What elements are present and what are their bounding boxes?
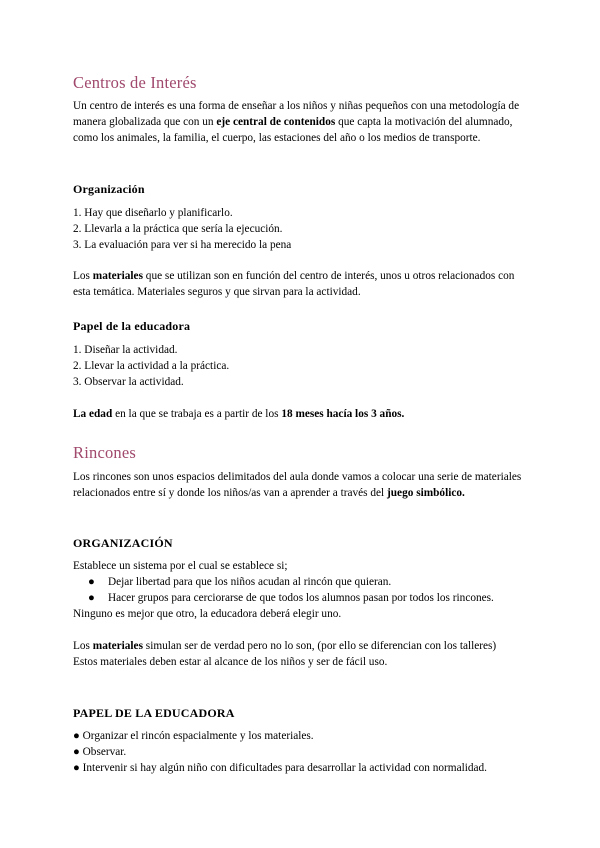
list-item: ● Hacer grupos para cerciorarse de que todos los alumnos pasan por todos los rincones.	[88, 592, 494, 604]
rincones-materiales-line1: Los materiales simulan ser de verdad pero no lo son, (por ello se diferencian con los talleres)	[73, 640, 497, 652]
bullet-icon: ●	[88, 576, 95, 588]
rincones-organizacion-heading: ORGANIZACIÓN	[73, 536, 173, 550]
centros-organizacion-heading: Organización	[73, 182, 145, 196]
list-item: 2. Llevar la actividad a la práctica.	[73, 360, 230, 372]
list-item: 3. La evaluación para ver si ha merecido la pena	[73, 239, 292, 251]
section-title-centros: Centros de Interés	[73, 73, 197, 92]
rincones-org-note: Ninguno es mejor que otro, la educadora deberá elegir uno.	[73, 608, 342, 620]
centros-intro-paragraph: Un centro de interés es una forma de enseñar a los niños y niñas pequeños con una metodología de manera globalizada que con un eje central de contenidos que capta la motivación del alumnado, como los animales, la familia, el cuerpo, las estaciones del año o los medios de transporte.	[73, 100, 520, 144]
rincones-org-lead: Establece un sistema por el cual se establece si;	[73, 560, 288, 572]
centros-materiales-paragraph: Los materiales que se utilizan son en función del centro de interés, unos u otros relacionados con esta temática. Materiales seguros y que sirvan para la actividad.	[73, 270, 515, 298]
list-item: 2. Llevarla a la práctica que sería la ejecución.	[73, 223, 283, 235]
list-item: ● Intervenir si hay algún niño con dificultades para desarrollar la actividad con normalidad.	[73, 762, 487, 774]
list-item: 3. Observar la actividad.	[73, 376, 184, 388]
centros-papel-heading: Papel de la educadora	[73, 319, 191, 333]
rincones-materiales-line2: Estos materiales deben estar al alcance de los niños y ser de fácil uso.	[73, 656, 388, 668]
section-title-rincones: Rincones	[73, 443, 137, 462]
list-item: 1. Diseñar la actividad.	[73, 344, 178, 356]
centros-edad-line: La edad en la que se trabaja es a partir de los 18 meses hacía los 3 años.	[73, 408, 405, 420]
rincones-intro-paragraph: Los rincones son unos espacios delimitados del aula donde vamos a colocar una serie de materiales relacionados entre sí y donde los niños/as van a aprender a través del juego simbólico.	[73, 471, 522, 499]
rincones-papel-heading: PAPEL DE LA EDUCADORA	[73, 706, 235, 720]
list-item: ● Observar.	[73, 746, 127, 758]
list-item: ● Organizar el rincón espacialmente y los materiales.	[73, 730, 314, 742]
bullet-icon: ●	[88, 592, 95, 604]
list-item: ● Dejar libertad para que los niños acudan al rincón que quieran.	[88, 576, 392, 588]
list-item: 1. Hay que diseñarlo y planificarlo.	[73, 207, 233, 219]
